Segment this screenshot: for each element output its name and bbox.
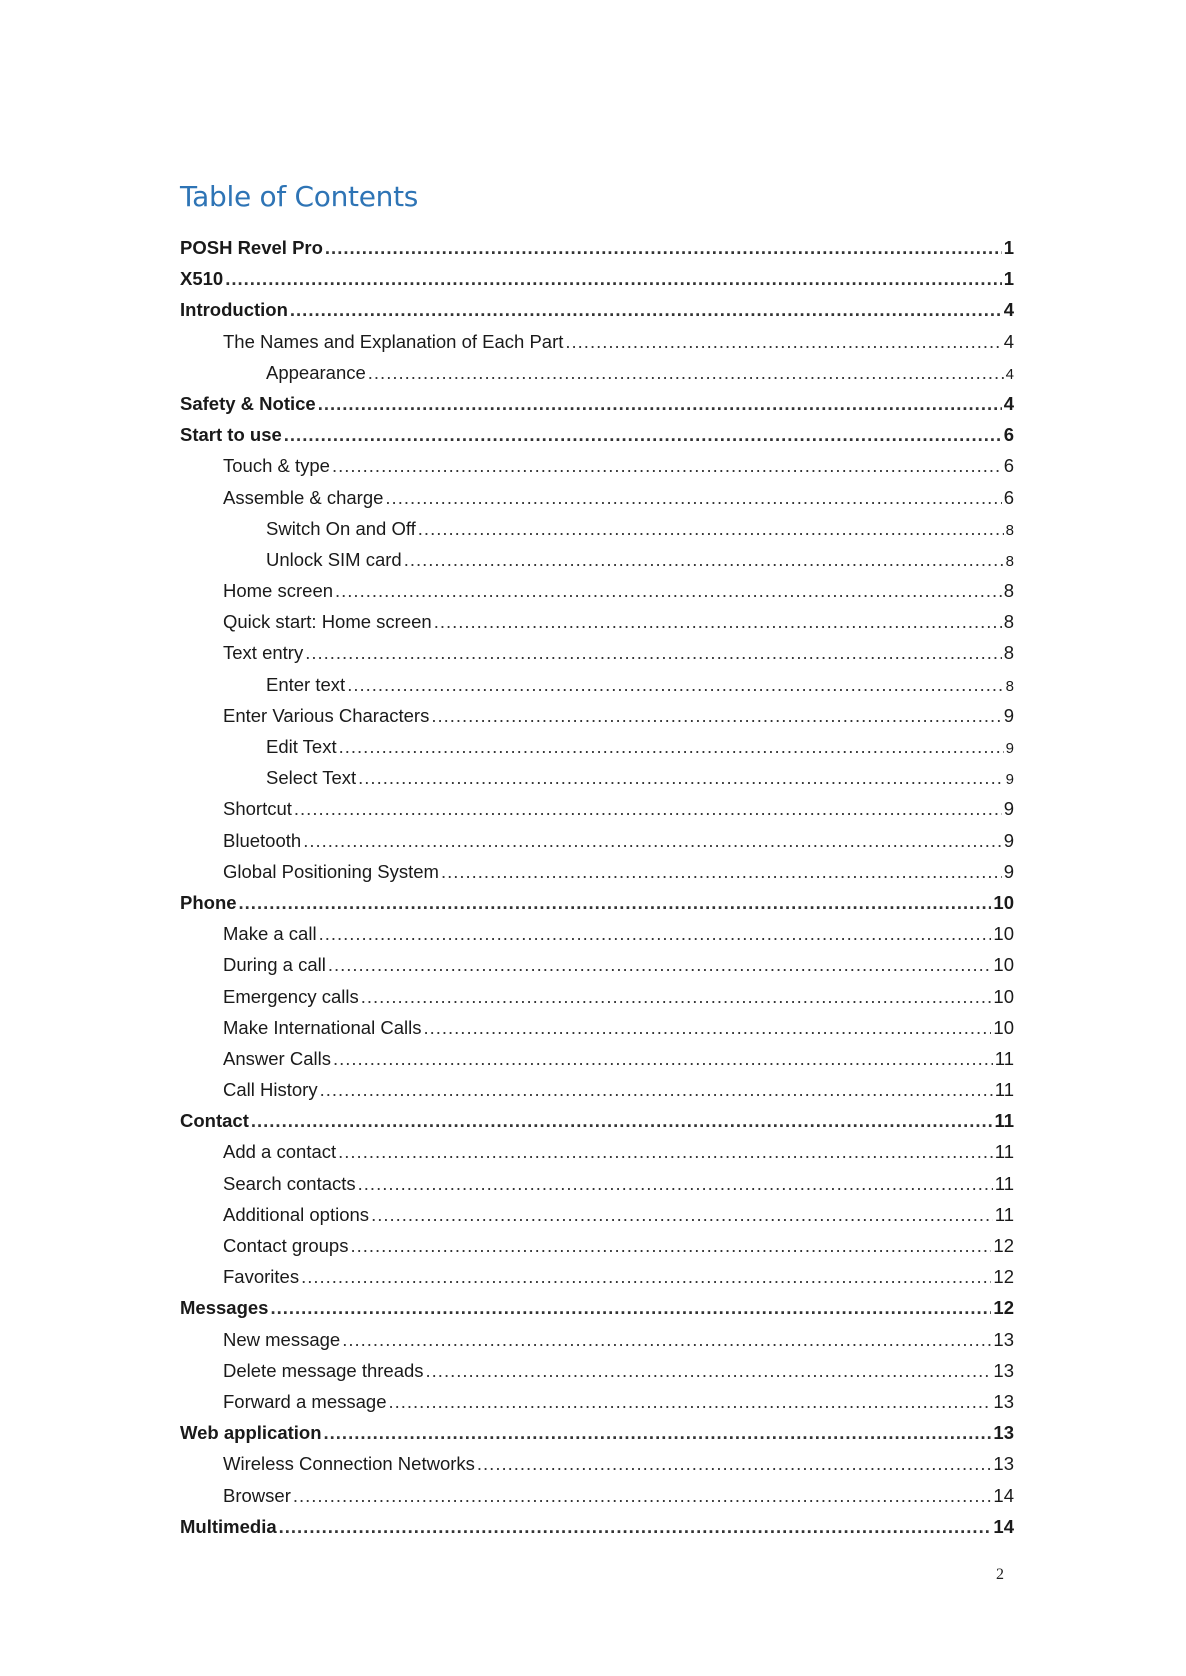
toc-entry-page-number: 10 [993, 985, 1014, 1007]
toc-entry[interactable] [180, 637, 1014, 668]
toc-entry-page-number: 11 [994, 1141, 1014, 1163]
toc-entry-page-number: 13 [993, 1328, 1014, 1350]
toc-entry-title: Home screen [223, 580, 334, 602]
dot-leader [434, 606, 1002, 637]
toc-entry-page-number: 4 [1003, 330, 1014, 352]
toc-entry[interactable] [180, 388, 1014, 419]
toc-entry-page-number: 11 [994, 1047, 1014, 1069]
dot-leader [270, 1292, 991, 1323]
toc-entry-page-number: 11 [994, 1203, 1014, 1225]
dot-leader [371, 1199, 993, 1230]
toc-entry-title: Delete message threads [223, 1359, 424, 1381]
dot-leader [426, 1355, 992, 1386]
toc-entry-title: During a call [223, 954, 326, 976]
toc-entry[interactable] [180, 419, 1014, 450]
toc-entry-page-number: 8 [1005, 677, 1014, 695]
toc-entry-page-number: 9 [1005, 740, 1014, 757]
toc-entry-page-number: 11 [994, 1079, 1014, 1101]
toc-entry[interactable] [180, 825, 1014, 856]
toc-entry-page-number: 8 [1005, 552, 1014, 570]
dot-leader [251, 1105, 993, 1136]
toc-entry-title: Shortcut [223, 798, 292, 820]
toc-entry-title: Assemble & charge [223, 486, 384, 508]
dot-leader [368, 357, 1004, 388]
toc-entry-title: Multimedia [180, 1515, 277, 1537]
dot-leader [305, 637, 1002, 668]
toc-entry-page-number: 4 [1003, 392, 1014, 414]
toc-entry[interactable] [180, 949, 1014, 980]
page-title: Table of Contents [180, 180, 419, 213]
dot-leader [324, 1417, 992, 1448]
toc-entry[interactable] [180, 326, 1014, 357]
dot-leader [284, 419, 1002, 450]
table-of-contents [180, 232, 1014, 1542]
toc-entry-page-number: 9 [1003, 860, 1014, 882]
toc-entry[interactable] [180, 1448, 1014, 1479]
toc-entry-title: Start to use [180, 424, 282, 446]
toc-entry-page-number: 6 [1003, 455, 1014, 477]
toc-entry-title: Touch & type [223, 455, 330, 477]
toc-entry[interactable] [180, 357, 1014, 388]
toc-entry-page-number: 1 [1003, 237, 1014, 258]
toc-entry-page-number: 1 [1003, 268, 1014, 290]
dot-leader [361, 981, 992, 1012]
toc-entry-title: Text entry [223, 642, 304, 664]
toc-entry-page-number: 9 [1005, 771, 1014, 789]
toc-entry-page-number: 6 [1003, 486, 1014, 508]
toc-entry-title: Forward a message [223, 1390, 387, 1412]
dot-leader [303, 825, 1002, 856]
dot-leader [358, 1168, 993, 1199]
toc-entry-title: New message [223, 1328, 341, 1350]
toc-entry-title: Make International Calls [223, 1016, 422, 1038]
toc-entry[interactable] [180, 1105, 1014, 1136]
toc-entry-page-number: 8 [1003, 611, 1014, 633]
toc-entry-page-number: 11 [994, 1172, 1014, 1194]
toc-entry[interactable] [180, 1043, 1014, 1074]
toc-entry[interactable] [180, 981, 1014, 1012]
toc-entry[interactable] [180, 1168, 1014, 1199]
toc-entry-page-number: 13 [993, 1359, 1014, 1381]
toc-entry-page-number: 10 [993, 891, 1014, 913]
toc-entry-title: Switch On and Off [266, 517, 416, 539]
toc-entry[interactable] [180, 1511, 1014, 1542]
toc-entry-title: Favorites [223, 1266, 300, 1288]
toc-entry-title: Safety & Notice [180, 392, 316, 414]
toc-entry[interactable] [180, 513, 1014, 544]
dot-leader [319, 918, 992, 949]
toc-entry-title: POSH Revel Pro [180, 237, 323, 258]
toc-entry[interactable] [180, 1417, 1014, 1448]
toc-entry[interactable] [180, 1292, 1014, 1323]
toc-entry[interactable] [180, 544, 1014, 575]
toc-entry[interactable] [180, 606, 1014, 637]
toc-entry[interactable] [180, 918, 1014, 949]
dot-leader [565, 326, 1001, 357]
toc-entry-page-number: 10 [993, 923, 1014, 945]
toc-entry-title: Phone [180, 891, 237, 913]
toc-entry-title: Answer Calls [223, 1047, 331, 1069]
toc-entry[interactable] [180, 1074, 1014, 1105]
toc-entry[interactable] [180, 1012, 1014, 1043]
toc-entry-title: Unlock SIM card [266, 548, 402, 570]
dot-leader [358, 762, 1004, 793]
toc-entry[interactable] [180, 887, 1014, 918]
toc-entry[interactable] [180, 482, 1014, 513]
toc-entry-page-number: 8 [1003, 642, 1014, 664]
toc-entry-page-number: 6 [1003, 424, 1014, 446]
toc-entry[interactable] [180, 1261, 1014, 1292]
toc-entry-page-number: 4 [1003, 299, 1014, 321]
toc-entry-page-number: 14 [993, 1484, 1014, 1506]
toc-entry-title: Make a call [223, 923, 317, 945]
toc-entry-page-number: 4 [1005, 365, 1014, 383]
toc-entry-page-number: 10 [993, 1016, 1014, 1038]
toc-entry-title: Messages [180, 1297, 269, 1319]
toc-entry-page-number: 12 [993, 1266, 1014, 1288]
dot-leader [347, 669, 1003, 700]
toc-entry-title: Add a contact [223, 1141, 337, 1163]
dot-leader [477, 1448, 992, 1479]
toc-entry[interactable] [180, 793, 1014, 824]
dot-leader [388, 1386, 991, 1417]
toc-entry-page-number: 11 [994, 1110, 1014, 1132]
toc-entry-title: Contact [180, 1110, 249, 1132]
toc-entry[interactable] [180, 669, 1014, 700]
dot-leader [441, 856, 1002, 887]
dot-leader [290, 294, 1002, 325]
toc-entry[interactable] [180, 450, 1014, 481]
dot-leader [225, 263, 1001, 294]
toc-entry[interactable] [180, 232, 1014, 263]
toc-entry-title: Edit Text [266, 736, 337, 757]
toc-entry-page-number: 8 [1003, 580, 1014, 602]
dot-leader [335, 575, 1002, 606]
toc-entry[interactable] [180, 856, 1014, 887]
dot-leader [431, 700, 1001, 731]
toc-entry[interactable] [180, 1136, 1014, 1167]
toc-entry[interactable] [180, 575, 1014, 606]
dot-leader [332, 450, 1002, 481]
toc-entry[interactable] [180, 1230, 1014, 1261]
toc-entry[interactable] [180, 1355, 1014, 1386]
toc-entry[interactable] [180, 1199, 1014, 1230]
toc-entry[interactable] [180, 1324, 1014, 1355]
toc-entry-page-number: 13 [993, 1422, 1014, 1444]
page-number: 2 [996, 1566, 1004, 1583]
dot-leader [294, 793, 1002, 824]
dot-leader [301, 1261, 991, 1292]
dot-leader [342, 1324, 991, 1355]
toc-entry-title: Wireless Connection Networks [223, 1453, 475, 1475]
toc-entry-title: Bluetooth [223, 829, 302, 851]
toc-entry-page-number: 8 [1005, 521, 1014, 539]
dot-leader [385, 482, 1001, 513]
dot-leader [325, 232, 1002, 263]
toc-entry-title: Browser [223, 1484, 291, 1506]
toc-entry-title: X510 [180, 268, 224, 290]
toc-entry-page-number: 10 [993, 954, 1014, 976]
toc-entry-page-number: 14 [993, 1515, 1014, 1537]
toc-entry-page-number: 9 [1003, 829, 1014, 851]
toc-entry-title: Additional options [223, 1203, 370, 1225]
toc-entry[interactable] [180, 731, 1014, 762]
dot-leader [350, 1230, 991, 1261]
dot-leader [423, 1012, 991, 1043]
toc-entry-page-number: 12 [993, 1235, 1014, 1256]
dot-leader [279, 1511, 992, 1542]
toc-entry-title: Global Positioning System [223, 860, 439, 882]
dot-leader [338, 1136, 993, 1167]
dot-leader [239, 887, 992, 918]
toc-entry-page-number: 9 [1003, 798, 1014, 820]
toc-entry-title: Appearance [266, 361, 366, 383]
toc-entry-title: Search contacts [223, 1172, 356, 1194]
toc-entry-title: The Names and Explanation of Each Part [223, 330, 564, 352]
dot-leader [318, 388, 1002, 419]
toc-entry-title: Web application [180, 1422, 322, 1444]
toc-entry-page-number: 9 [1003, 704, 1014, 726]
toc-entry-page-number: 13 [993, 1390, 1014, 1412]
dot-leader [328, 949, 992, 980]
dot-leader [404, 544, 1004, 575]
toc-entry-title: Enter Various Characters [223, 704, 430, 726]
dot-leader [418, 513, 1004, 544]
toc-entry[interactable] [180, 294, 1014, 325]
dot-leader [320, 1074, 993, 1105]
dot-leader [293, 1480, 992, 1511]
toc-entry[interactable] [180, 1386, 1014, 1417]
toc-entry-page-number: 12 [993, 1297, 1014, 1319]
dot-leader [333, 1043, 993, 1074]
toc-entry-page-number: 13 [993, 1453, 1014, 1475]
toc-entry-title: Quick start: Home screen [223, 611, 432, 633]
toc-entry-title: Select Text [266, 767, 357, 789]
toc-entry[interactable] [180, 1480, 1014, 1511]
toc-entry-title: Emergency calls [223, 985, 359, 1007]
toc-entry[interactable] [180, 762, 1014, 793]
dot-leader [339, 731, 1004, 762]
toc-entry[interactable] [180, 700, 1014, 731]
toc-entry-title: Call History [223, 1079, 318, 1101]
toc-entry[interactable] [180, 263, 1014, 294]
toc-entry-title: Introduction [180, 299, 288, 321]
toc-entry-title: Enter text [266, 673, 346, 695]
toc-entry-title: Contact groups [223, 1235, 349, 1256]
